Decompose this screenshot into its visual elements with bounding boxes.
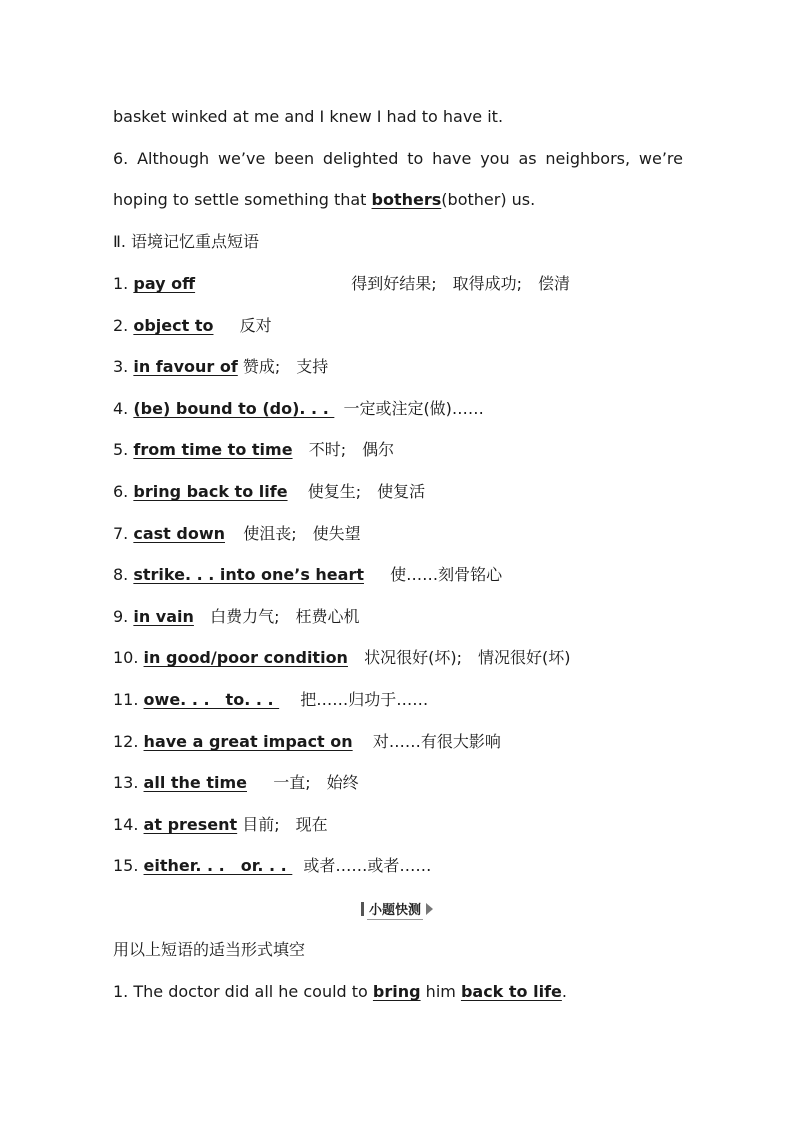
phrase-term: pay off <box>133 274 196 293</box>
phrase-number: 2. <box>113 316 129 335</box>
phrase-number: 5. <box>113 440 129 459</box>
phrase-item <box>113 814 683 836</box>
phrase-term: all the time <box>143 773 247 792</box>
phrase-term: owe. . . to. . . <box>143 690 280 709</box>
word: to <box>407 149 424 168</box>
phrase-item <box>113 689 683 711</box>
sentence-text: (bother) us. <box>441 190 536 209</box>
phrase-item <box>113 564 683 586</box>
word: as <box>518 149 537 168</box>
word: been <box>274 149 315 168</box>
phrase-item <box>113 606 683 628</box>
phrase-number: 8. <box>113 565 129 584</box>
phrase-term: bring back to life <box>133 482 288 501</box>
phrase-number: 14. <box>113 815 139 834</box>
quiz-badge-label: 小题快测 <box>367 898 423 920</box>
phrase-number: 3. <box>113 357 129 376</box>
phrase-meaning: 一直; 始终 <box>273 773 359 792</box>
phrase-number: 7. <box>113 524 129 543</box>
phrase-term: from time to time <box>133 440 293 459</box>
word: neighbors, <box>545 149 631 168</box>
sentence-text: 1. The doctor did all he could to <box>113 982 373 1001</box>
phrase-term: at present <box>143 815 238 834</box>
phrase-term: in favour of <box>133 357 238 376</box>
answer-bothers: bothers <box>371 190 442 209</box>
item-6-line-2 <box>113 189 683 211</box>
phrase-item <box>113 523 683 545</box>
quiz-badge <box>361 898 433 920</box>
phrase-number: 15. <box>113 856 139 875</box>
phrase-item <box>113 647 683 669</box>
section-2-title: Ⅱ. 语境记忆重点短语 <box>113 232 260 251</box>
bar-marker-icon <box>361 902 364 916</box>
word: 6. <box>113 149 129 168</box>
sentence-text: . <box>561 982 567 1001</box>
phrase-item <box>113 855 683 877</box>
phrase-meaning: 状况很好(坏); 情况很好(坏) <box>364 648 571 667</box>
phrase-item <box>113 731 683 753</box>
phrase-number: 11. <box>113 690 139 709</box>
phrase-number: 4. <box>113 399 129 418</box>
phrase-meaning: 赞成; 支持 <box>242 357 329 376</box>
phrase-number: 6. <box>113 482 129 501</box>
phrase-item <box>113 315 683 337</box>
quiz-badge-row <box>0 898 794 920</box>
answer-back-to-life: back to life <box>460 982 562 1001</box>
phrase-meaning: 对……有很大影响 <box>372 732 501 751</box>
phrase-number: 10. <box>113 648 139 667</box>
phrase-term: have a great impact on <box>143 732 353 751</box>
phrase-meaning: 或者……或者…… <box>303 856 432 875</box>
phrase-item <box>113 273 683 295</box>
phrase-term: object to <box>133 316 214 335</box>
phrase-meaning: 反对 <box>239 316 272 335</box>
phrase-term: in vain <box>133 607 194 626</box>
word: we’re <box>638 149 683 168</box>
triangle-right-icon <box>426 903 433 915</box>
sentence-text: hoping to settle something that <box>113 190 372 209</box>
phrase-term: cast down <box>133 524 225 543</box>
word: have <box>432 149 472 168</box>
phrase-term: either. . . or. . . <box>143 856 293 875</box>
item-6-line-1 <box>113 148 683 170</box>
word: we’ve <box>217 149 266 168</box>
phrase-meaning: 白费力气; 枉费心机 <box>210 607 360 626</box>
answer-bring: bring <box>372 982 421 1001</box>
phrase-item <box>113 772 683 794</box>
phrase-meaning: 把……归功于…… <box>300 690 429 709</box>
phrase-meaning: 目前; 现在 <box>242 815 328 834</box>
phrase-item <box>113 356 683 378</box>
word: Although <box>137 149 210 168</box>
phrase-meaning: 使……刻骨铭心 <box>390 565 503 584</box>
phrase-number: 12. <box>113 732 139 751</box>
phrase-term: strike. . . into one’s heart <box>133 565 364 584</box>
phrase-term: (be) bound to (do). . . <box>133 399 335 418</box>
phrase-item <box>113 481 683 503</box>
phrase-item <box>113 439 683 461</box>
instruction: 用以上短语的适当形式填空 <box>113 940 306 959</box>
word: delighted <box>322 149 399 168</box>
word: you <box>480 149 510 168</box>
paragraph-continuation: basket winked at me and I knew I had to have it. <box>113 107 504 126</box>
phrase-meaning: 使复生; 使复活 <box>307 482 426 501</box>
phrase-item <box>113 398 683 420</box>
question-1 <box>113 981 683 1003</box>
phrase-number: 9. <box>113 607 129 626</box>
phrase-meaning: 得到好结果; 取得成功; 偿清 <box>351 274 571 293</box>
phrase-number: 13. <box>113 773 139 792</box>
phrase-meaning: 使沮丧; 使失望 <box>243 524 361 543</box>
phrase-number: 1. <box>113 274 129 293</box>
phrase-term: in good/poor condition <box>143 648 348 667</box>
phrase-meaning: 一定或注定(做)…… <box>343 399 484 418</box>
sentence-text: him <box>420 982 461 1001</box>
phrase-meaning: 不时; 偶尔 <box>308 440 395 459</box>
